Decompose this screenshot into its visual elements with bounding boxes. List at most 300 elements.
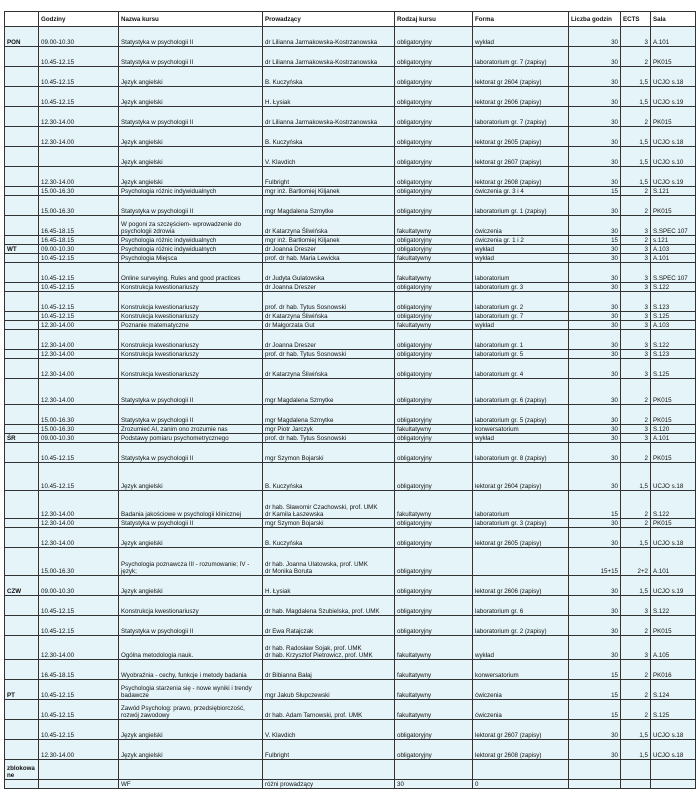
count-cell: 30 [569, 434, 621, 443]
course-cell [119, 760, 263, 780]
teacher-cell: mgr inż. Bartłomiej Kiljanek [263, 236, 395, 245]
kind-cell: obligatoryjny [395, 443, 473, 463]
kind-cell: obligatoryjny [395, 187, 473, 196]
day-cell [5, 236, 39, 245]
form-cell: laboratorium gr. 7 (zapisy) [473, 107, 569, 127]
day-cell [5, 167, 39, 187]
form-cell: ćwiczenia [473, 700, 569, 720]
room-cell: S.122 [651, 491, 696, 519]
kind-cell: fakultatywny [395, 216, 473, 236]
course-cell: Statystyka w psychologii II [119, 47, 263, 67]
count-cell: 30 [569, 127, 621, 147]
ects-cell: 1,5 [621, 147, 651, 167]
ects-cell [621, 780, 651, 789]
hours-cell: 16.45-18.15 [39, 660, 119, 680]
form-cell: lektorat gr 2608 (zapisy) [473, 740, 569, 760]
course-cell: Badania jakościowe w psychologii klinicznej [119, 491, 263, 519]
teacher-cell: Fulbright [263, 740, 395, 760]
form-cell: wykład [473, 434, 569, 443]
day-cell: ŚR [5, 434, 39, 443]
count-cell: 30 [569, 245, 621, 254]
course-cell: Język angielski [119, 720, 263, 740]
kind-cell: obligatoryjny [395, 596, 473, 616]
room-cell: S.123 [651, 350, 696, 359]
day-cell [5, 548, 39, 576]
room-cell: S.SPEC 107 [651, 216, 696, 236]
table-row [5, 350, 696, 359]
kind-cell: obligatoryjny [395, 576, 473, 596]
course-cell: W pogoni za szczęściem- wprowadzenie do psychologii zdrowia [119, 216, 263, 236]
teacher-cell-line: dr Kamila Łaszewska [265, 511, 324, 518]
kind-cell: obligatoryjny [395, 167, 473, 187]
kind-cell: fakultatywny [395, 636, 473, 660]
room-cell: S.124 [651, 680, 696, 700]
teacher-cell: mgr Magdalena Szmytke [263, 196, 395, 216]
count-cell: 30 [569, 321, 621, 330]
teacher-cell: B. Kuczyńska [263, 127, 395, 147]
form-cell: wykład [473, 636, 569, 660]
room-cell: S.125 [651, 312, 696, 321]
teacher-cell: Fulbright [263, 167, 395, 187]
hours-cell: 12.30-14.00 [39, 491, 119, 519]
teacher-cell: dr Judyta Gulatowska [263, 263, 395, 283]
kind-cell: obligatoryjny [395, 312, 473, 321]
teacher-cell: dr Katarzyna Śliwińska [263, 216, 395, 236]
teacher-cell: mgr inż. Bartłomiej Kiljanek [263, 187, 395, 196]
hours-cell: 10.45-12.15 [39, 700, 119, 720]
table-row [5, 27, 696, 47]
course-cell: Statystyka w psychologii II [119, 519, 263, 528]
course-cell: Statystyka w psychologii II [119, 27, 263, 47]
hours-cell: 10.45-12.15 [39, 87, 119, 107]
ects-cell: 3 [621, 350, 651, 359]
table-row [5, 434, 696, 443]
course-cell: Język angielski [119, 147, 263, 167]
teacher-cell: dr Małgorzata Gut [263, 321, 395, 330]
form-cell: lektorat gr 2606 (zapisy) [473, 87, 569, 107]
teacher-cell: dr Ewa Ratajczak [263, 616, 395, 636]
hours-cell: 12.30-14.00 [39, 330, 119, 350]
table-row [5, 147, 696, 167]
teacher-cell: dr Lilianna Jarmakowska-Kostrzanowska [263, 107, 395, 127]
count-cell [569, 780, 621, 789]
course-cell: Konstrukcja kwestionariuszy [119, 359, 263, 379]
form-cell: laboratorium gr. 7 [473, 312, 569, 321]
count-cell: 30 [569, 330, 621, 350]
room-cell: S.121 [651, 187, 696, 196]
hours-cell: 10.45-12.15 [39, 720, 119, 740]
room-cell: PK015 [651, 196, 696, 216]
day-cell [5, 147, 39, 167]
course-cell: Konstrukcja kwestionariuszy [119, 312, 263, 321]
table-row [5, 528, 696, 548]
kind-cell: fakultatywny [395, 425, 473, 434]
kind-cell: obligatoryjny [395, 528, 473, 548]
course-cell: Psychologia różnic indywidualnych [119, 245, 263, 254]
ects-cell [621, 760, 651, 780]
room-cell: s.121 [651, 236, 696, 245]
room-cell: UCJO s.18 [651, 528, 696, 548]
table-row [5, 127, 696, 147]
table-row [5, 263, 696, 283]
header-row [5, 12, 696, 27]
table-row [5, 107, 696, 127]
course-cell: Język angielski [119, 127, 263, 147]
count-cell: 30 [569, 379, 621, 405]
header-day [5, 12, 39, 27]
count-cell: 15 [569, 491, 621, 519]
form-cell: lektorat gr 2607 (zapisy) [473, 720, 569, 740]
table-row [5, 491, 696, 519]
kind-cell: 30 [395, 780, 473, 789]
form-cell: laboratorium gr. 8 (zapisy) [473, 443, 569, 463]
teacher-cell: B. Kuczyńska [263, 528, 395, 548]
teacher-cell: mgr Szymon Bojarski [263, 443, 395, 463]
table-row [5, 405, 696, 425]
count-cell: 30 [569, 405, 621, 425]
teacher-cell: V. Klavdich [263, 720, 395, 740]
room-cell: UCJO s.18 [651, 463, 696, 491]
room-cell: PK015 [651, 107, 696, 127]
teacher-cell: V. Klavdich [263, 147, 395, 167]
teacher-cell: dr Joanna Dreszer [263, 330, 395, 350]
room-cell: A.101 [651, 548, 696, 576]
hours-cell: 10.45-12.15 [39, 680, 119, 700]
kind-cell: obligatoryjny [395, 292, 473, 312]
teacher-cell [263, 760, 395, 780]
kind-cell: obligatoryjny [395, 463, 473, 491]
room-cell: UCJO s.19 [651, 576, 696, 596]
course-cell: Konstrukcja kwestionariuszy [119, 283, 263, 292]
course-cell: Psychologia poznawcza III - rozumowanie; IV - język; [119, 548, 263, 576]
ects-cell: 3 [621, 425, 651, 434]
form-cell: lektorat gr 2608 (zapisy) [473, 167, 569, 187]
teacher-cell: mgr Jakub Słupczewski [263, 680, 395, 700]
course-cell: Statystyka w psychologii II [119, 616, 263, 636]
table-row [5, 596, 696, 616]
hours-cell: 16.45-18.15 [39, 216, 119, 236]
course-cell: Psychologia starzenia się - nowe wyniki i trendy badawcze [119, 680, 263, 700]
count-cell: 30 [569, 528, 621, 548]
count-cell: 30 [569, 720, 621, 740]
form-cell: laboratorium gr. 4 [473, 359, 569, 379]
day-cell [5, 321, 39, 330]
room-cell [651, 780, 696, 789]
form-cell: lektorat gr 2607 (zapisy) [473, 147, 569, 167]
day-cell [5, 216, 39, 236]
ects-cell: 1,5 [621, 67, 651, 87]
day-cell [5, 528, 39, 548]
schedule-table [4, 11, 696, 789]
count-cell: 30 [569, 425, 621, 434]
form-cell: laboratorium gr. 1 [473, 330, 569, 350]
course-cell: Wyobraźnia - cechy, funkcje i metody badania [119, 660, 263, 680]
hours-cell: 10.45-12.15 [39, 283, 119, 292]
table-row [5, 236, 696, 245]
kind-cell: fakultatywny [395, 321, 473, 330]
table-row [5, 425, 696, 434]
count-cell: 15 [569, 700, 621, 720]
teacher-cell: dr Lilianna Jarmakowska-Kostrzanowska [263, 27, 395, 47]
teacher-cell: prof. dr hab. Tytus Sosnowski [263, 292, 395, 312]
day-cell [5, 292, 39, 312]
form-cell: laboratorium gr. 3 [473, 283, 569, 292]
table-row [5, 700, 696, 720]
count-cell: 30 [569, 216, 621, 236]
count-cell: 30 [569, 263, 621, 283]
course-cell: Zawód Psycholog: prawo, przedsiębiorczość, rozwój zawodowy [119, 700, 263, 720]
day-cell [5, 660, 39, 680]
table-row [5, 720, 696, 740]
count-cell: 30 [569, 463, 621, 491]
header-hours: Godziny [39, 12, 119, 27]
table-row [5, 359, 696, 379]
kind-cell: fakultatywny [395, 700, 473, 720]
room-cell: A.105 [651, 636, 696, 660]
header-form: Forma [473, 12, 569, 27]
count-cell: 15+15 [569, 548, 621, 576]
teacher-cell: H. Łysiak [263, 576, 395, 596]
header-ects: ECTS [621, 12, 651, 27]
room-cell: UCJO s.10 [651, 147, 696, 167]
day-cell [5, 196, 39, 216]
count-cell: 30 [569, 636, 621, 660]
table-row [5, 87, 696, 107]
course-cell: Ogólna metodologia nauk. [119, 636, 263, 660]
day-cell [5, 379, 39, 405]
count-cell: 15 [569, 236, 621, 245]
course-cell: Psychologia Miejsca [119, 254, 263, 263]
ects-cell: 2 [621, 187, 651, 196]
form-cell: laboratorium gr. 2 (zapisy) [473, 616, 569, 636]
ects-cell: 2 [621, 616, 651, 636]
ects-cell: 3 [621, 263, 651, 283]
room-cell: A.101 [651, 434, 696, 443]
kind-cell: obligatoryjny [395, 67, 473, 87]
hours-cell: 09.00-10.30 [39, 245, 119, 254]
hours-cell: 12.30-14.00 [39, 167, 119, 187]
ects-cell: 2 [621, 405, 651, 425]
ects-cell: 1,5 [621, 167, 651, 187]
count-cell: 30 [569, 27, 621, 47]
teacher-cell: dr Katarzyna Śliwińska [263, 359, 395, 379]
day-cell [5, 636, 39, 660]
room-cell: UCJO s.18 [651, 740, 696, 760]
teacher-cell: H. Łysiak [263, 87, 395, 107]
form-cell: 0 [473, 780, 569, 789]
day-cell [5, 463, 39, 491]
day-cell [5, 87, 39, 107]
day-cell: zblokowa ne [5, 760, 39, 780]
count-cell: 30 [569, 167, 621, 187]
count-cell: 30 [569, 740, 621, 760]
form-cell: lektorat gr 2605 (zapisy) [473, 528, 569, 548]
hours-cell: 12.30-14.00 [39, 127, 119, 147]
ects-cell: 3 [621, 27, 651, 47]
day-cell [5, 700, 39, 720]
kind-cell: obligatoryjny [395, 47, 473, 67]
hours-cell: 12.30-14.00 [39, 740, 119, 760]
hours-cell: 15.00-16.30 [39, 548, 119, 576]
room-cell: S.122 [651, 330, 696, 350]
day-cell [5, 405, 39, 425]
table-row [5, 548, 696, 576]
table-row [5, 760, 696, 780]
form-cell: lektorat gr 2604 (zapisy) [473, 67, 569, 87]
hours-cell: 09.00-10.30 [39, 27, 119, 47]
header-teacher: Prowadzący [263, 12, 395, 27]
hours-cell [39, 780, 119, 789]
room-cell: A.101 [651, 27, 696, 47]
hours-cell: 15.00-16.30 [39, 187, 119, 196]
kind-cell: obligatoryjny [395, 359, 473, 379]
day-cell [5, 187, 39, 196]
ects-cell: 2 [621, 443, 651, 463]
teacher-cell-line: dr hab. Radosław Sojak, prof. UMK [265, 645, 362, 652]
room-cell: PK015 [651, 519, 696, 528]
kind-cell: fakultatywny [395, 263, 473, 283]
teacher-cell: dr Lilianna Jarmakowska-Kostrzanowska [263, 47, 395, 67]
hours-cell: 12.30-14.00 [39, 350, 119, 359]
course-cell: Podstawy pomiaru psychometrycznego [119, 434, 263, 443]
count-cell: 15 [569, 660, 621, 680]
count-cell [569, 760, 621, 780]
table-row [5, 312, 696, 321]
day-cell [5, 780, 39, 789]
ects-cell: 2 [621, 700, 651, 720]
hours-cell: 12.30-14.00 [39, 107, 119, 127]
course-cell: Psychologia różnic indywidualnych [119, 236, 263, 245]
teacher-cell-line: dr Monika Boruta [265, 568, 313, 575]
form-cell: wykład [473, 321, 569, 330]
ects-cell: 3 [621, 283, 651, 292]
ects-cell: 1,5 [621, 740, 651, 760]
kind-cell: obligatoryjny [395, 236, 473, 245]
form-cell: konwersatorium [473, 425, 569, 434]
count-cell: 30 [569, 47, 621, 67]
teacher-cell-line: dr hab. Joanna Ulatowska, prof. UMK [265, 561, 368, 568]
course-cell: Online surveying. Rules and good practices [119, 263, 263, 283]
teacher-cell-line: dr hab. Sławomir Czachowski, prof. UMK [265, 504, 378, 511]
table-row [5, 443, 696, 463]
course-cell: Język angielski [119, 528, 263, 548]
teacher-cell-line: dr hab. Krzysztof Pietrowicz, prof. UMK [265, 652, 373, 659]
kind-cell: obligatoryjny [395, 616, 473, 636]
form-cell: wykład [473, 254, 569, 263]
table-row [5, 321, 696, 330]
room-cell: PK015 [651, 379, 696, 405]
count-cell: 30 [569, 196, 621, 216]
header-count: Liczba godzin [569, 12, 621, 27]
room-cell: A.103 [651, 321, 696, 330]
form-cell: laboratorium gr. 1 (zapisy) [473, 196, 569, 216]
teacher-cell: dr Katarzyna Śliwińska [263, 312, 395, 321]
form-cell: laboratorium gr. 2 [473, 292, 569, 312]
ects-cell: 3 [621, 321, 651, 330]
room-cell: PK015 [651, 443, 696, 463]
ects-cell: 3 [621, 636, 651, 660]
kind-cell: fakultatywny [395, 491, 473, 519]
form-cell: laboratorium gr. 6 [473, 596, 569, 616]
count-cell: 30 [569, 283, 621, 292]
count-cell: 30 [569, 147, 621, 167]
course-cell: Zrozumieć AI, zanim ono zrozumie nas [119, 425, 263, 434]
room-cell: PK015 [651, 405, 696, 425]
ects-cell: 2 [621, 680, 651, 700]
form-cell: laboratorium gr. 6 (zapisy) [473, 379, 569, 405]
teacher-cell: dr hab. Magdalena Szubielska, prof. UMK [263, 596, 395, 616]
course-cell: Język angielski [119, 167, 263, 187]
kind-cell: obligatoryjny [395, 87, 473, 107]
hours-cell: 10.45-12.15 [39, 292, 119, 312]
hours-cell: 09.00-10.30 [39, 434, 119, 443]
ects-cell: 2 [621, 379, 651, 405]
course-cell: Język angielski [119, 740, 263, 760]
kind-cell: obligatoryjny [395, 740, 473, 760]
room-cell: S.122 [651, 283, 696, 292]
hours-cell: 15.00-16.30 [39, 425, 119, 434]
ects-cell: 3 [621, 434, 651, 443]
table-row [5, 283, 696, 292]
ects-cell: 2 [621, 196, 651, 216]
count-cell: 15 [569, 187, 621, 196]
count-cell: 30 [569, 107, 621, 127]
kind-cell: obligatoryjny [395, 379, 473, 405]
count-cell: 30 [569, 87, 621, 107]
day-cell: WT [5, 245, 39, 254]
table-row [5, 254, 696, 263]
ects-cell: 3 [621, 312, 651, 321]
form-cell: wykład [473, 27, 569, 47]
form-cell: ćwiczenia gr. 1 i 2 [473, 236, 569, 245]
form-cell: wykład [473, 245, 569, 254]
table-row [5, 740, 696, 760]
ects-cell: 1,5 [621, 463, 651, 491]
kind-cell: obligatoryjny [395, 720, 473, 740]
day-cell [5, 312, 39, 321]
room-cell: UCJO s.18 [651, 127, 696, 147]
table-row [5, 196, 696, 216]
teacher-cell [263, 491, 395, 519]
hours-cell: 16.45-18.15 [39, 236, 119, 245]
count-cell: 30 [569, 67, 621, 87]
hours-cell: 10.45-12.15 [39, 463, 119, 491]
hours-cell: 15.00-16.30 [39, 196, 119, 216]
kind-cell: fakultatywny [395, 680, 473, 700]
day-cell [5, 47, 39, 67]
form-cell: konwersatorium [473, 660, 569, 680]
day-cell [5, 127, 39, 147]
form-cell: laboratorium gr. 5 [473, 350, 569, 359]
day-cell [5, 443, 39, 463]
room-cell: UCJO s.18 [651, 720, 696, 740]
count-cell: 30 [569, 616, 621, 636]
table-row [5, 660, 696, 680]
ects-cell: 2 [621, 491, 651, 519]
course-cell: Psychologia różnic indywidualnych [119, 187, 263, 196]
kind-cell: fakultatywny [395, 254, 473, 263]
course-cell: Język angielski [119, 87, 263, 107]
day-cell [5, 596, 39, 616]
course-cell: Konstrukcja kwestionariuszy [119, 330, 263, 350]
form-cell: lektorat gr 2605 (zapisy) [473, 127, 569, 147]
ects-cell: 1,5 [621, 127, 651, 147]
course-cell: Konstrukcja kwestionariuszy [119, 596, 263, 616]
room-cell: A.101 [651, 254, 696, 263]
count-cell: 30 [569, 292, 621, 312]
form-cell: ćwiczenia [473, 680, 569, 700]
day-cell [5, 107, 39, 127]
